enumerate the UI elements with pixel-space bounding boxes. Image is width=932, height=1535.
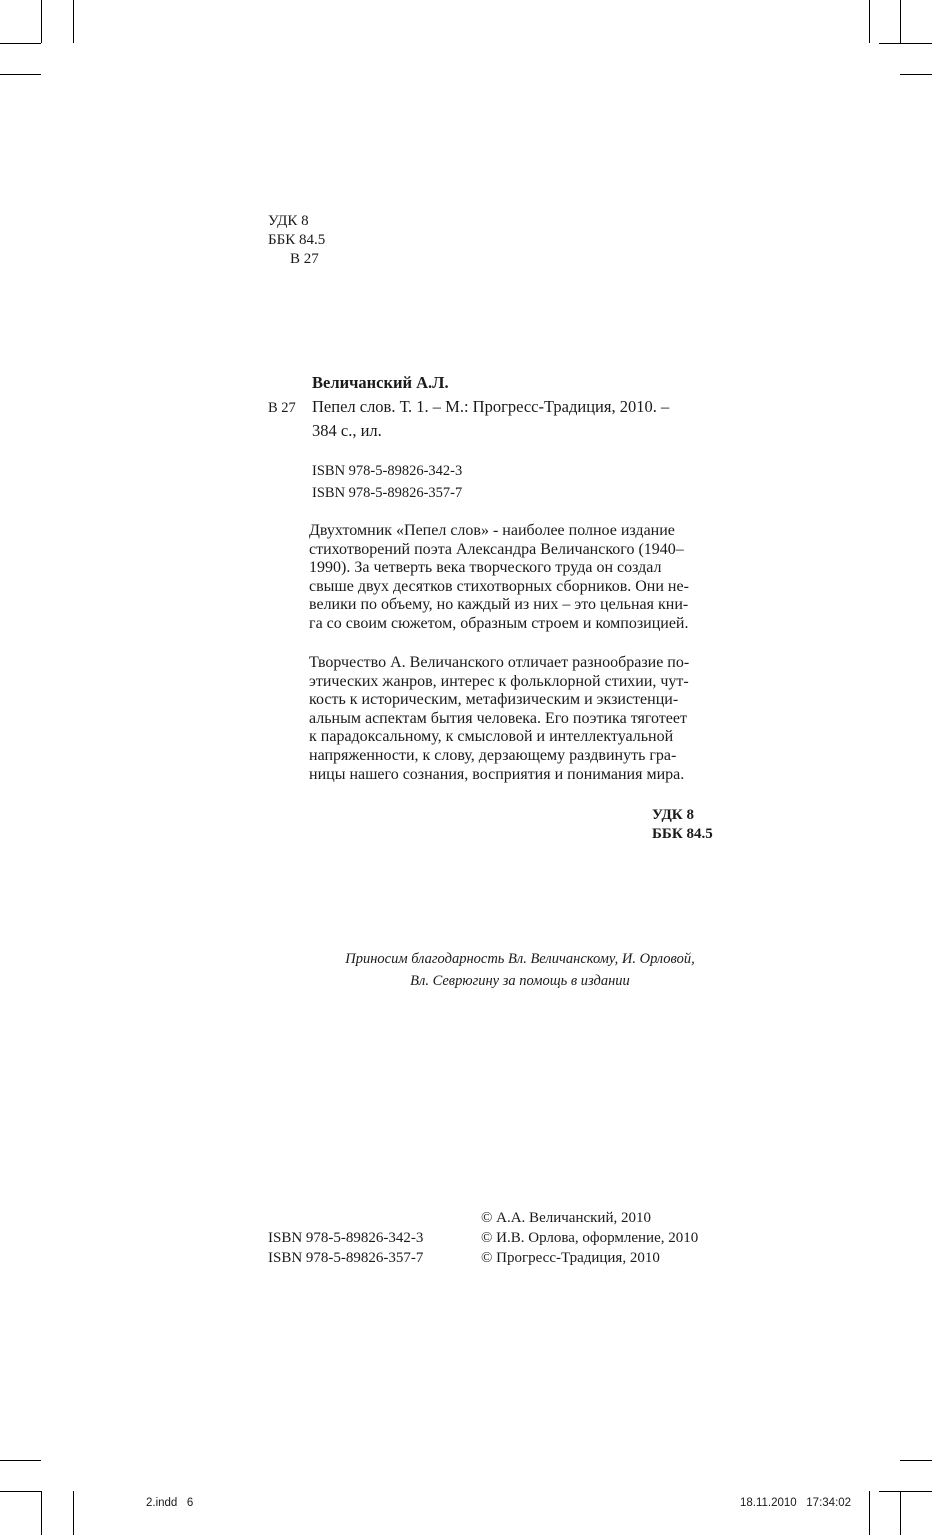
crop-mark xyxy=(879,43,932,44)
crop-mark xyxy=(73,1491,74,1535)
entry-isbn: ISBN 978-5-89826-342-3 xyxy=(312,463,463,479)
crop-mark xyxy=(900,1491,901,1535)
crop-mark xyxy=(900,1460,932,1461)
crop-mark xyxy=(0,1460,41,1461)
annotation-bbk: ББК 84.5 xyxy=(652,826,713,842)
annotation-line: Двухтомник «Пепел слов» - наиболее полное издание xyxy=(309,522,675,539)
acknowledgement-line: Вл. Севрюгину за помощь в издании xyxy=(410,973,630,989)
annotation-line: стихотворений поэта Александра Величанского (1940– xyxy=(309,540,684,558)
crop-mark xyxy=(900,74,932,75)
crop-mark xyxy=(900,0,901,43)
annotation-line: велики по объему, но каждый из них – это цельная кни- xyxy=(309,596,689,614)
imprint-isbn: ISBN 978-5-89826-357-7 xyxy=(268,1250,424,1266)
annotation-udk: УДК 8 xyxy=(652,807,694,823)
annotation-line: этических жанров, интерес к фольклорной стихии, чут- xyxy=(309,672,689,690)
entry-title-line: Пепел слов. Т. 1. – М.: Прогресс-Традиция, 2010. – xyxy=(312,397,670,416)
annotation-line: ницы нашего сознания, восприятия и понимания мира. xyxy=(309,765,685,783)
annotation-line: напряженности, к слову, дерзающему раздвинуть гра- xyxy=(309,746,677,764)
crop-mark xyxy=(869,1491,870,1535)
annotation-line: Творчество А. Величанского отличает разнообразие по- xyxy=(309,654,690,671)
entry-pages-line: 384 с., ил. xyxy=(312,421,382,440)
crop-mark xyxy=(0,74,41,75)
annotation-line: к парадоксальному, к смысловой и интеллектуальной xyxy=(309,728,674,746)
crop-mark xyxy=(0,1491,41,1492)
entry-isbn: ISBN 978-5-89826-357-7 xyxy=(312,485,463,501)
udk-code: УДК 8 xyxy=(268,213,309,229)
slug-timestamp: 18.11.2010 17:34:02 xyxy=(740,1497,852,1509)
crop-mark xyxy=(41,0,42,43)
annotation-paragraph xyxy=(309,522,734,634)
copyright-line: © И.В. Орлова, оформление, 2010 xyxy=(481,1230,699,1246)
annotation-line: 1990). За четверть века творческого труда он создал xyxy=(309,559,662,577)
annotation-line: альным аспектам бытия человека. Его поэтика тяготеет xyxy=(309,709,687,727)
crop-mark xyxy=(0,43,41,44)
annotation-paragraph xyxy=(309,654,734,784)
imprint-isbn: ISBN 978-5-89826-342-3 xyxy=(268,1230,424,1246)
bbk-code: ББК 84.5 xyxy=(268,232,326,248)
crop-mark xyxy=(869,0,870,43)
annotation-line: га со своим сюжетом, образным строем и композицией. xyxy=(309,614,689,632)
copyright-line: © А.А. Величанский, 2010 xyxy=(481,1210,651,1226)
entry-author-mark: В 27 xyxy=(268,400,296,416)
annotation-line: свыше двух десятков стихотворных сборников. Они не- xyxy=(309,577,689,595)
crop-mark xyxy=(41,1491,42,1535)
acknowledgement-line: Приносим благодарность Вл. Величанскому, И. Орловой, xyxy=(345,951,695,967)
annotation-line: кость к историческим, метафизическим и экзистенци- xyxy=(309,691,679,709)
crop-mark xyxy=(879,1491,932,1492)
slug-filename: 2.indd 6 xyxy=(146,1497,194,1509)
author-mark-code: В 27 xyxy=(290,251,319,267)
crop-mark xyxy=(73,0,74,43)
copyright-line: © Прогресс-Традиция, 2010 xyxy=(481,1250,660,1266)
entry-author: Величанский А.Л. xyxy=(312,373,449,392)
